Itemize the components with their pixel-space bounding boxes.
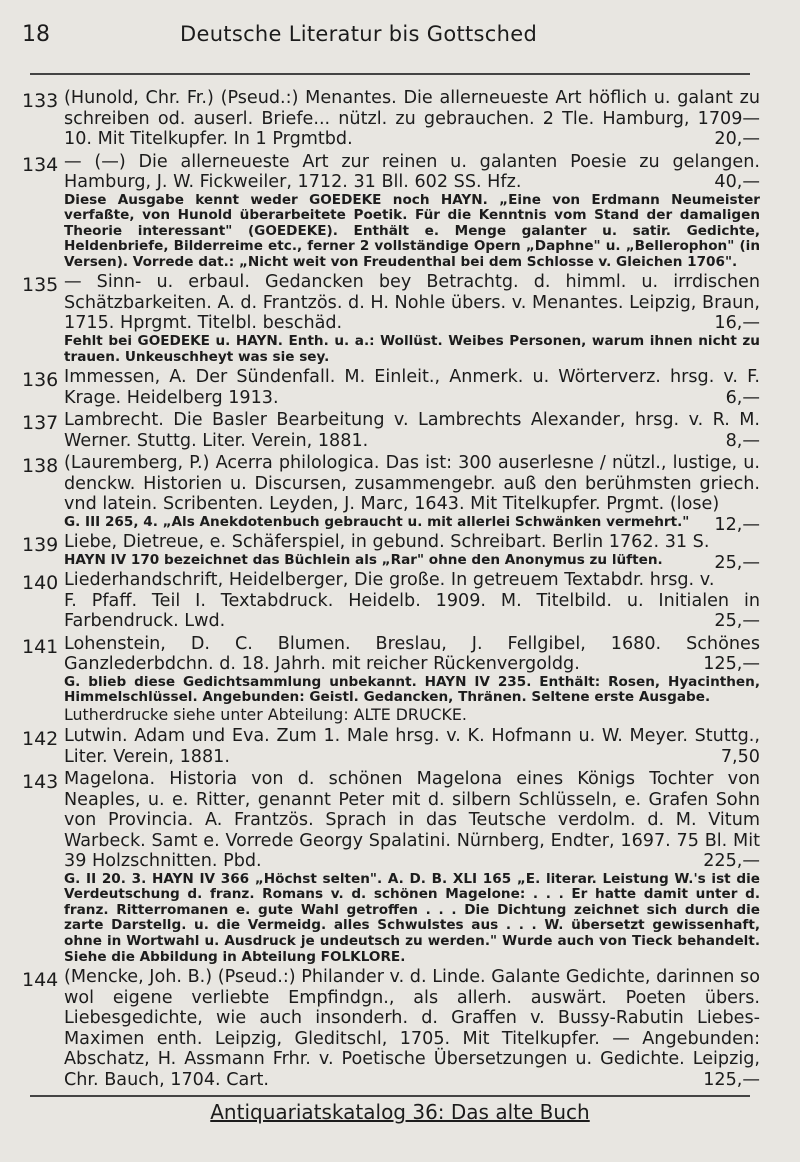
entry-text [64,367,760,408]
top-rule [30,73,750,75]
cross-reference: Lutherdrucke siehe unter Abteilung: ALTE DRUCKE. [64,705,467,725]
catalog-entry [0,532,800,573]
entry-description: Liederhandschrift, Heidelberger, Die große. In getreuem Textabdr. hrsg. v. F. Pfaff. Teil I. Textabdruck. Heidelb. 1909. M. Titelbild. u. Initialen in Farbendruck. Lwd. [64,570,760,632]
entry-number: 143 [22,771,59,794]
entry-number: 142 [22,728,59,751]
catalog-entry [0,570,800,632]
entry-number: 136 [22,369,59,392]
entry-number: 140 [22,572,59,595]
catalog-entry [0,634,800,724]
entry-description: (Lauremberg, P.) Acerra philologica. Das ist: 300 auserlesne / nützl., lustige, u. denckw. Historien u. Discursen, zusammengebr. auß den berühmsten griech. vnd latein. Scribenten. Leyden, J. Marc, 1643. Mit Titelkupfer. Prgmt. (lose) [64,453,760,515]
entry-description: Magelona. Historia von d. schönen Magelona eines Königs Tochter von Neaples, u. e. Ritter, genannt Peter mit d. silbern Schlüsseln, e. Grafen Sohn von Provincia. A. Frantzös. Sprach in das Teutsche verdolm. d. M. Vitum Warbeck. Samt e. Vorrede Georgy Spalatini. Nürnberg, Endter, 1697. 75 Bl. Mit 39 Holzschnitten. Pbd. [64,769,760,872]
entry-price: 125,— [703,1069,760,1090]
entry-price: 125,— [703,654,760,675]
entry-description: Lohenstein, D. C. Blumen. Breslau, J. Fellgibel, 1680. Schönes Ganzlederbdchn. d. 18. Jahrh. mit reicher Rückenvergoldg. [64,633,760,675]
running-title: Deutsche Literatur bis Gottsched [180,22,538,46]
entry-price: 7,50 [720,746,760,767]
entry-price: 6,— [725,387,760,408]
catalog-entry [0,152,800,271]
entry-text [64,570,760,632]
entry-description: Liebe, Dietreue, e. Schäferspiel, in gebund. Schreibart. Berlin 1762. 31 S. [64,532,710,553]
entry-price: 8,— [725,430,760,451]
entry-price: 12,— [714,514,760,535]
catalog-entry [0,367,800,408]
entry-description: (Hunold, Chr. Fr.) (Pseud.:) Menantes. Die allerneueste Art höflich u. galant zu schreiben od. auserl. Briefe... nützl. zu gebrauchen. 2 Tle. Hamburg, 1709—10. Mit Titelkupfer. In 1 Prgmtbd. [64,88,760,149]
entry-text [64,88,760,150]
entry-number: 133 [22,90,59,112]
entry-note: Diese Ausgabe kennt weder GOEDEKE noch HAYN. „Eine von Erdmann Neumeister verfaßte, von Hunold überarbeitete Poetik. Für die Kenntnis vom Stand der damaligen Theorie interessant" (GOEDEKE). Enthält e. Menge galanter u. satir. Gedichte, Heldenbriefe, Bilderreime etc., ferner 2 vollständige Opern „Daphne" u. „Bellerophon" (in Versen). Vorrede dat.: „Nicht weit von Freudenthal bei dem Schlosse v. Gleichen 1706". [64,191,760,270]
entry-number: 141 [22,635,59,658]
catalog-entry [0,88,800,150]
catalog-entries [0,88,800,1092]
entry-description: (Mencke, Joh. B.) (Pseud.:) Philander v. d. Linde. Galante Gedichte, darinnen so wol eigene verliebte Empfindgn., als allerh. auswärt. Poeten übers. Liebesgedichte, wie auch insonderh. d. Graffen v. Bussy-Rabutin Liebes-Maximen enth. Leipzig, Gleditschl, 1705. Mit Titelkupfer. — Angebunden: Abschatz, H. Assmann Frhr. v. Poetische Übersetzungen u. Gedichte. Leipzig, Chr. Bauch, 1704. Cart. [64,967,760,1090]
entry-price: 25,— [714,611,760,632]
footer-catalog-title: Antiquariatskatalog 36: Das alte Buch [210,1100,590,1124]
entry-note: Fehlt bei GOEDEKE u. HAYN. Enth. u. a.: Wollüst. Weibes Personen, warum ihnen nicht zu trauen. Unkeuschheyt was sie sey. [64,332,760,365]
entry-text [64,634,760,675]
catalog-entry [0,769,800,965]
entry-number: 139 [22,534,59,557]
catalog-entry [0,410,800,451]
entry-number: 134 [22,153,59,176]
entry-description: Lutwin. Adam und Eva. Zum 1. Male hrsg. v. K. Hofmann u. W. Meyer. Stuttg., Liter. Verein, 1881. [64,726,760,767]
entry-note: G. II 20. 3. HAYN IV 366 „Höchst selten". A. D. B. XLI 165 „E. literar. Leistung W.'s ist die Verdeutschung d. franz. Romans v. d. schönen Magelone: . . . Er hatte damit unter d. franz. Ritterromanen e. gute Wahl getroffen . . . Die Dichtung zeichnet sich durch die zarte Darstellg. u. die Vermeidg. alles Schwulstes aus . . . W. übersetzt gewissenhaft, ohne in Wortwahl u. Ausdruck je undeutsch zu werden." Wurde auch von Tieck behandelt. Siehe die Abbildung in Abteilung FOLKLORE. [64,870,760,965]
catalog-entry [0,967,800,1090]
entry-note: G. III 265, 4. „Als Anekdotenbuch gebraucht u. mit allerlei Schwänken vermehrt." [64,513,690,530]
entry-description: — Sinn- u. erbaul. Gedancken bey Betrachtg. d. himml. u. irrdischen Schätzbarkeiten. A. d. Frantzös. d. H. Nohle übers. v. Menantes. Leipzig, Braun, 1715. Hprgmt. Titelbl. beschäd. [64,272,760,334]
entry-number: 135 [22,274,59,297]
entry-number: 144 [22,969,59,992]
entry-number: 137 [22,412,59,435]
bottom-rule [30,1095,750,1097]
entry-description: Lambrecht. Die Basler Bearbeitung v. Lambrechts Alexander, hrsg. v. R. M. Werner. Stuttg. Liter. Verein, 1881. [64,410,760,451]
entry-text [64,726,760,767]
entry-text [64,769,760,872]
catalog-entry [0,726,800,767]
entry-text [64,152,760,193]
entry-note: G. blieb diese Gedichtsammlung unbekannt. HAYN IV 235. Enthält: Rosen, Hyacinthen, Himmelschlüssel. Angebunden: Geistl. Gedancken, Thränen. Seltene erste Ausgabe. [64,673,760,706]
entry-text [64,410,760,451]
entry-price: 225,— [703,851,760,872]
entry-price: 25,— [714,552,760,573]
catalog-entry [0,453,800,535]
catalog-entry [0,272,800,365]
entry-text [64,272,760,334]
entry-description: — (—) Die allerneueste Art zur reinen u. galanten Poesie zu gelangen. Hamburg, J. W. Fickweiler, 1712. 31 Bll. 602 SS. Hfz. [64,151,760,192]
entry-description: Immessen, A. Der Sündenfall. M. Einleit., Anmerk. u. Wörterverz. hrsg. v. F. Krage. Heidelberg 1913. [64,367,760,408]
entry-price: 16,— [714,313,760,334]
entry-price: 20,— [714,129,760,149]
entry-note: HAYN IV 170 bezeichnet das Büchlein als „Rar" ohne den Anonymus zu lüften. [64,551,663,568]
page-footer [0,1100,800,1124]
entry-number: 138 [22,455,59,478]
page-header [0,22,800,62]
entry-price: 40,— [714,172,760,192]
page-number: 18 [22,22,50,47]
entry-text [64,967,760,1090]
